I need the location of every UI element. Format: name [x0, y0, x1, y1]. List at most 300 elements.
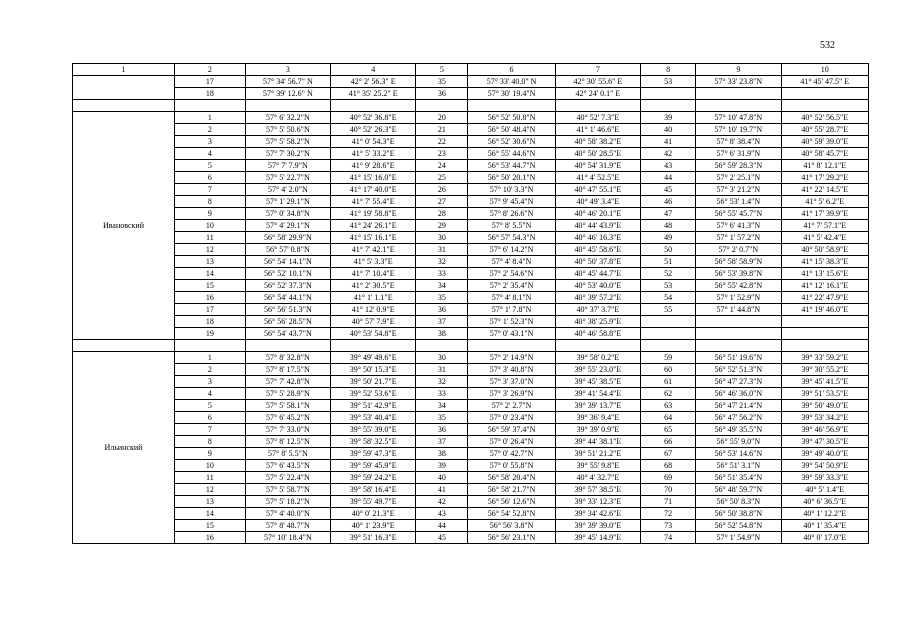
table-cell: 41° 19' 46.0"E	[781, 304, 868, 316]
table-cell: 57° 2' 25.1"N	[696, 172, 781, 184]
table-cell: 56° 59' 37.4"N	[468, 424, 555, 436]
table-cell: 56° 52' 50.8"N	[468, 112, 555, 124]
table-cell: 57° 1' 57.2"N	[696, 232, 781, 244]
table-cell: 39° 33' 12.3"E	[555, 496, 640, 508]
table-cell: 40° 54' 31.9"E	[555, 160, 640, 172]
table-cell: 42	[416, 496, 468, 508]
table-cell: 40° 38' 25.9"E	[555, 316, 640, 328]
empty-cell	[696, 100, 781, 112]
table-cell: 56° 56' 3.8"N	[468, 520, 555, 532]
table-cell: 10	[174, 220, 245, 232]
table-cell: 32	[416, 376, 468, 388]
table-row	[73, 508, 869, 520]
table-cell: 39° 39' 39.0"E	[555, 520, 640, 532]
table-cell: 56° 57' 0.8"N	[245, 244, 330, 256]
table-cell: 10	[174, 460, 245, 472]
table-cell	[641, 88, 696, 100]
table-cell: 39° 57' 38.5"E	[555, 484, 640, 496]
table-cell: 39° 46' 56.9"E	[781, 424, 868, 436]
table-cell: 13	[174, 496, 245, 508]
table-cell: 39° 44' 38.1"E	[555, 436, 640, 448]
table-cell: 41	[641, 136, 696, 148]
table-cell: 39° 51' 21.2"E	[555, 448, 640, 460]
table-cell: 39° 50' 49.0"E	[781, 400, 868, 412]
table-cell: 41° 5' 33.2"E	[331, 148, 416, 160]
table-row	[73, 304, 869, 316]
table-cell: 38	[416, 448, 468, 460]
table-cell: 39° 45' 38.5"E	[555, 376, 640, 388]
table-cell: 56° 47' 27.3"N	[696, 376, 781, 388]
header-cell: 2	[174, 64, 245, 76]
table-row	[73, 364, 869, 376]
table-cell: 39° 58' 16.4"E	[331, 484, 416, 496]
table-cell: 22	[416, 136, 468, 148]
table-cell: 41° 1' 46.6"E	[555, 124, 640, 136]
table-row	[73, 460, 869, 472]
table-cell: 57° 3' 21.2"N	[696, 184, 781, 196]
table-cell: 57° 0' 34.8"N	[245, 208, 330, 220]
header-cell: 5	[416, 64, 468, 76]
table-cell: 39° 50' 21.7"E	[331, 376, 416, 388]
table-cell: 42	[641, 148, 696, 160]
table-cell: 42° 2' 56.3" E	[331, 76, 416, 88]
table-cell: 41° 19' 58.8"E	[331, 208, 416, 220]
table-cell: 57° 2' 14.9"N	[468, 352, 555, 364]
table-cell: 40° 1' 12.2"E	[781, 508, 868, 520]
table-cell: 41° 17' 39.9"E	[781, 208, 868, 220]
table-cell: 57° 0' 43.1"N	[468, 328, 555, 340]
table-cell: 62	[641, 388, 696, 400]
table-cell: 56° 52' 10.1"N	[245, 268, 330, 280]
table-cell: 57° 1' 44.8"N	[696, 304, 781, 316]
table-cell: 41° 7' 42.1"E	[331, 244, 416, 256]
table-cell: 57° 1' 29.1"N	[245, 196, 330, 208]
table-cell: 18	[174, 88, 245, 100]
table-cell: 39° 45' 14.9"E	[555, 532, 640, 544]
table-cell: 40° 59' 39.0"E	[781, 136, 868, 148]
table-cell: 56° 54' 44.1"N	[245, 292, 330, 304]
table-cell: 57° 1' 52.3"N	[468, 316, 555, 328]
table-cell: 57° 8' 5.5"N	[468, 220, 555, 232]
table-cell: 56° 58' 29.9"N	[245, 232, 330, 244]
table-cell: 66	[641, 436, 696, 448]
table-cell: 41° 22' 14.5"E	[781, 184, 868, 196]
empty-cell	[781, 340, 868, 352]
table-cell: 41° 1' 1.1"E	[331, 292, 416, 304]
table-cell: 41	[416, 484, 468, 496]
table-cell: 40° 37' 3.7"E	[555, 304, 640, 316]
table-cell: 57° 1' 7.8"N	[468, 304, 555, 316]
table-cell: 9	[174, 448, 245, 460]
table-cell: 39° 41' 54.4"E	[555, 388, 640, 400]
table-cell: 8	[174, 436, 245, 448]
table-cell: 56° 56' 12.6"N	[468, 496, 555, 508]
page-number: 532	[820, 40, 835, 51]
header-cell: 10	[781, 64, 868, 76]
table-cell: 57° 10' 3.3"N	[468, 184, 555, 196]
table-cell: 56° 53' 39.8"N	[696, 268, 781, 280]
table-row	[73, 412, 869, 424]
table-cell: 57° 6' 14.2"N	[468, 244, 555, 256]
table-cell: 17	[174, 76, 245, 88]
table-cell: 57° 2' 2.7"N	[468, 400, 555, 412]
table-cell: 57° 5' 28.9"N	[245, 388, 330, 400]
table-cell: 47	[641, 208, 696, 220]
table-cell: 21	[416, 124, 468, 136]
table-row	[73, 220, 869, 232]
table-row	[73, 448, 869, 460]
table-cell: 39° 55' 23.0"E	[555, 364, 640, 376]
table-cell: 39° 34' 42.6"E	[555, 508, 640, 520]
header-cell: 3	[245, 64, 330, 76]
table-cell: 39° 39' 0.9"E	[555, 424, 640, 436]
table-cell: 40° 46' 16.3"E	[555, 232, 640, 244]
table-cell: 39° 39' 13.7"E	[555, 400, 640, 412]
table-cell: 41° 0' 54.3"E	[331, 136, 416, 148]
table-row	[73, 328, 869, 340]
table-cell: 41° 4' 52.5"E	[555, 172, 640, 184]
table-cell: 3	[174, 376, 245, 388]
empty-cell	[245, 100, 330, 112]
table-cell: 40° 53' 40.0"E	[555, 280, 640, 292]
empty-cell	[468, 100, 555, 112]
table-cell: 36	[416, 424, 468, 436]
table-cell: 57° 34' 56.7" N	[245, 76, 330, 88]
table-cell: 35	[416, 76, 468, 88]
table-row	[73, 208, 869, 220]
table-row	[73, 436, 869, 448]
table-cell: 57° 8' 26.6"N	[468, 208, 555, 220]
table-cell: 68	[641, 460, 696, 472]
table-cell: 15	[174, 520, 245, 532]
table-cell: 50	[641, 244, 696, 256]
table-cell: 2	[174, 124, 245, 136]
spacer-row	[73, 340, 869, 352]
table-cell: 41° 17' 40.0"E	[331, 184, 416, 196]
table-cell: 41° 15' 16.0"E	[331, 172, 416, 184]
table-cell: 56° 53' 1.4"N	[696, 196, 781, 208]
table-cell: 3	[174, 136, 245, 148]
table-cell: 39° 49' 49.6"E	[331, 352, 416, 364]
table-row	[73, 148, 869, 160]
table-cell: 41° 5' 3.3"E	[331, 256, 416, 268]
table-cell: 56° 58' 20.4"N	[468, 472, 555, 484]
table-cell: 40° 55' 28.7"E	[781, 124, 868, 136]
table-cell: 57° 6' 31.9"N	[696, 148, 781, 160]
table-cell: 39° 51' 53.5"E	[781, 388, 868, 400]
table-cell: 41° 5' 42.4"E	[781, 232, 868, 244]
table-cell: 14	[174, 508, 245, 520]
table-cell: 56° 51' 35.4"N	[696, 472, 781, 484]
header-cell: 9	[696, 64, 781, 76]
table-cell: 56° 55' 44.6"N	[468, 148, 555, 160]
table-cell: 40° 53' 54.8"E	[331, 328, 416, 340]
table-cell: 11	[174, 232, 245, 244]
table-cell: 39° 33' 59.2"E	[781, 352, 868, 364]
table-cell: 39° 59' 45.9"E	[331, 460, 416, 472]
table-cell: 57° 4' 2.0"N	[245, 184, 330, 196]
table-cell: 57° 3' 37.0"N	[468, 376, 555, 388]
table-cell: 57° 2' 0.7"N	[696, 244, 781, 256]
table-cell: 57° 33' 23.8"N	[696, 76, 781, 88]
table-cell: 57° 2' 54.6"N	[468, 268, 555, 280]
table-cell: 11	[174, 472, 245, 484]
table-cell: 57° 5' 58.1"N	[245, 400, 330, 412]
table-cell	[781, 328, 868, 340]
table-cell: 40° 46' 20.1"E	[555, 208, 640, 220]
table-cell: 41° 22' 47.9"E	[781, 292, 868, 304]
table-row	[73, 400, 869, 412]
empty-cell	[174, 100, 245, 112]
table-cell: 41° 13' 15.6"E	[781, 268, 868, 280]
table-row	[73, 244, 869, 256]
table-cell: 56° 54' 14.1"N	[245, 256, 330, 268]
table-cell: 39° 36' 9.4"E	[555, 412, 640, 424]
table-cell: 16	[174, 532, 245, 544]
table-cell: 56° 51' 19.6"N	[696, 352, 781, 364]
table-cell: 42° 30' 55.6" E	[555, 76, 640, 88]
table-cell: 57° 8' 32.8"N	[245, 352, 330, 364]
table-cell: 57° 5' 18.2"N	[245, 496, 330, 508]
table-cell: 41° 7' 55.4"E	[331, 196, 416, 208]
coordinates-table	[72, 63, 869, 544]
table-cell: 56° 53' 14.6"N	[696, 448, 781, 460]
table-cell: 57° 5' 22.7"N	[245, 172, 330, 184]
table-cell: 56° 54' 52.8"N	[468, 508, 555, 520]
table-cell: 6	[174, 412, 245, 424]
table-cell: 56° 51' 3.1"N	[696, 460, 781, 472]
table-cell: 40	[416, 472, 468, 484]
table-cell: 56° 52' 37.3"N	[245, 280, 330, 292]
district-name: Ивановский	[73, 112, 175, 340]
table-cell: 38	[416, 328, 468, 340]
table-cell: 39° 59' 24.2"E	[331, 472, 416, 484]
table-row	[73, 124, 869, 136]
table-cell: 45	[416, 532, 468, 544]
table-cell: 40° 57' 7.9"E	[331, 316, 416, 328]
table-cell: 40° 1' 23.9"E	[331, 520, 416, 532]
table-cell: 27	[416, 196, 468, 208]
table-cell: 64	[641, 412, 696, 424]
table-row	[73, 520, 869, 532]
table-cell: 1	[174, 112, 245, 124]
table-cell: 44	[416, 520, 468, 532]
table-cell: 57° 5' 58.7"N	[245, 484, 330, 496]
table-cell: 56° 48' 59.7"N	[696, 484, 781, 496]
table-cell: 57° 7' 30.2"N	[245, 148, 330, 160]
table-cell: 34	[416, 400, 468, 412]
table-cell: 56° 52' 30.6"N	[468, 136, 555, 148]
table-cell: 41° 2' 30.5"E	[331, 280, 416, 292]
table-cell: 6	[174, 172, 245, 184]
table-cell: 40° 58' 45.7"E	[781, 148, 868, 160]
table-cell: 53	[641, 76, 696, 88]
table-cell: 51	[641, 256, 696, 268]
table-cell: 40° 44' 43.9"E	[555, 220, 640, 232]
table-cell: 34	[416, 280, 468, 292]
table-row	[73, 472, 869, 484]
table-cell: 49	[641, 232, 696, 244]
table-cell: 12	[174, 244, 245, 256]
table-cell: 30	[416, 232, 468, 244]
table-cell: 56° 58' 21.7"N	[468, 484, 555, 496]
spacer-row	[73, 100, 869, 112]
empty-cell	[781, 100, 868, 112]
table-row	[73, 160, 869, 172]
table-cell: 28	[416, 208, 468, 220]
table-cell: 40	[641, 124, 696, 136]
header-cell: 8	[641, 64, 696, 76]
table-cell: 56° 50' 8.3"N	[696, 496, 781, 508]
table-cell: 40° 50' 37.8"E	[555, 256, 640, 268]
table-cell: 39° 53' 34.2"E	[781, 412, 868, 424]
table-cell: 57° 4' 29.1"N	[245, 220, 330, 232]
table-cell: 57° 3' 40.8"N	[468, 364, 555, 376]
table-cell: 39° 52' 53.6"E	[331, 388, 416, 400]
table-cell: 70	[641, 484, 696, 496]
table-cell	[696, 316, 781, 328]
table-cell: 41° 35' 25.2" E	[331, 88, 416, 100]
table-cell: 57° 0' 42.7"N	[468, 448, 555, 460]
table-cell: 57° 8' 12.5"N	[245, 436, 330, 448]
table-cell: 57° 2' 35.4"N	[468, 280, 555, 292]
table-cell: 39° 55' 39.0"E	[331, 424, 416, 436]
table-cell: 30	[416, 352, 468, 364]
table-cell: 39° 51' 42.9"E	[331, 400, 416, 412]
table-cell: 39° 49' 40.0"E	[781, 448, 868, 460]
table-cell: 39° 47' 30.5"E	[781, 436, 868, 448]
table-cell: 42° 24' 0.1" E	[555, 88, 640, 100]
table-cell: 40° 49' 3.4"E	[555, 196, 640, 208]
header-cell: 7	[555, 64, 640, 76]
table-cell: 40° 50' 58.9"E	[781, 244, 868, 256]
table-cell: 23	[416, 148, 468, 160]
header-cell: 1	[73, 64, 175, 76]
table-cell: 39° 59' 47.3"E	[331, 448, 416, 460]
table-cell: 57° 9' 45.4"N	[468, 196, 555, 208]
empty-cell	[696, 340, 781, 352]
table-cell: 43	[416, 508, 468, 520]
table-cell: 5	[174, 400, 245, 412]
table-cell: 57° 4' 8.4"N	[468, 256, 555, 268]
table-row	[73, 76, 869, 88]
table-cell: 14	[174, 268, 245, 280]
table-cell: 43	[641, 160, 696, 172]
table-cell: 56° 52' 54.8"N	[696, 520, 781, 532]
table-cell: 56° 46' 36.0"N	[696, 388, 781, 400]
table-row	[73, 388, 869, 400]
table-cell: 41° 7' 10.4"E	[331, 268, 416, 280]
table-cell: 57° 8' 5.5"N	[245, 448, 330, 460]
table-cell: 57° 7' 7.9"N	[245, 160, 330, 172]
table-cell: 40° 58' 38.2"E	[555, 136, 640, 148]
table-row	[73, 268, 869, 280]
table-cell: 57° 0' 26.4"N	[468, 436, 555, 448]
table-cell: 25	[416, 172, 468, 184]
empty-cell	[73, 340, 175, 352]
table-cell: 56° 55' 45.7"N	[696, 208, 781, 220]
table-cell: 39° 51' 16.3"E	[331, 532, 416, 544]
table-cell: 40° 46' 58.8"E	[555, 328, 640, 340]
empty-cell	[468, 340, 555, 352]
table-cell: 4	[174, 388, 245, 400]
table-cell: 40° 5' 1.4"E	[781, 484, 868, 496]
table-cell: 2	[174, 364, 245, 376]
table-cell: 57° 8' 38.4"N	[696, 136, 781, 148]
table-cell: 56° 55' 9.0"N	[696, 436, 781, 448]
table-cell: 63	[641, 400, 696, 412]
table-cell: 40° 52' 26.3"E	[331, 124, 416, 136]
table-cell: 56° 53' 44.7"N	[468, 160, 555, 172]
table-cell: 65	[641, 424, 696, 436]
table-cell: 39	[641, 112, 696, 124]
table-cell: 57° 5' 22.4"N	[245, 472, 330, 484]
table-cell: 19	[174, 328, 245, 340]
table-cell: 56° 49' 35.5"N	[696, 424, 781, 436]
table-cell: 36	[416, 304, 468, 316]
table-cell	[641, 316, 696, 328]
table-cell	[781, 316, 868, 328]
empty-cell	[416, 100, 468, 112]
table-row	[73, 280, 869, 292]
table-cell: 69	[641, 472, 696, 484]
empty-cell	[73, 100, 175, 112]
table-cell: 7	[174, 424, 245, 436]
table-cell: 53	[641, 280, 696, 292]
table-cell: 33	[416, 268, 468, 280]
table-cell: 17	[174, 304, 245, 316]
table-cell: 39° 55' 49.7"E	[331, 496, 416, 508]
table-cell: 31	[416, 244, 468, 256]
table-cell: 57° 4' 40.0"N	[245, 508, 330, 520]
table-cell: 57° 1' 54.9"N	[696, 532, 781, 544]
table-cell: 56° 50' 48.4"N	[468, 124, 555, 136]
table-cell: 40° 52' 7.3"E	[555, 112, 640, 124]
table-cell: 40° 1' 35.4"E	[781, 520, 868, 532]
empty-cell	[416, 340, 468, 352]
table-cell: 39° 45' 41.5"E	[781, 376, 868, 388]
table-cell: 40° 52' 56.5"E	[781, 112, 868, 124]
table-cell: 41° 24' 26.1"E	[331, 220, 416, 232]
table-cell: 73	[641, 520, 696, 532]
table-cell: 4	[174, 148, 245, 160]
table-cell: 41° 15' 16.1"E	[331, 232, 416, 244]
table-cell: 39	[416, 460, 468, 472]
table-cell: 39° 58' 32.5"E	[331, 436, 416, 448]
table-body	[73, 64, 869, 544]
table-cell: 39° 59' 33.3"E	[781, 472, 868, 484]
table-cell: 57° 4' 8.1"N	[468, 292, 555, 304]
table-cell: 40° 50' 28.5"E	[555, 148, 640, 160]
table-cell: 40° 45' 44.7"E	[555, 268, 640, 280]
table-cell: 20	[416, 112, 468, 124]
table-cell: 41° 12' 16.1"E	[781, 280, 868, 292]
table-cell: 13	[174, 256, 245, 268]
table-cell: 41° 45' 47.5" E	[781, 76, 868, 88]
table-cell: 37	[416, 436, 468, 448]
empty-cell	[245, 340, 330, 352]
table-cell: 57° 3' 26.9"N	[468, 388, 555, 400]
table-cell: 56° 59' 28.3"N	[696, 160, 781, 172]
table-cell: 52	[641, 268, 696, 280]
table-cell: 40° 39' 57.2"E	[555, 292, 640, 304]
table-cell: 57° 8' 17.5"N	[245, 364, 330, 376]
table-cell: 12	[174, 484, 245, 496]
table-cell: 56° 57' 54.3"N	[468, 232, 555, 244]
header-cell: 4	[331, 64, 416, 76]
table-row	[73, 196, 869, 208]
table-cell: 41° 8' 12.1"E	[781, 160, 868, 172]
